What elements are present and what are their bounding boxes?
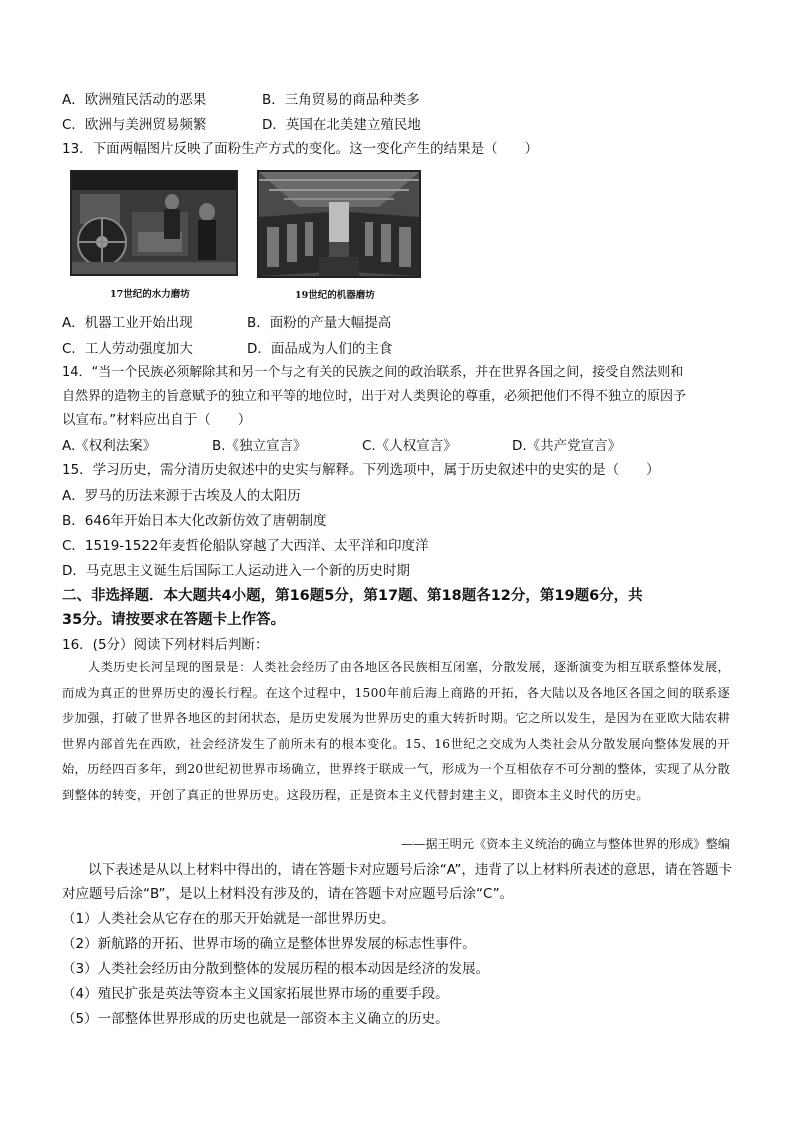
q16-source: ——据王明元《资本主义统治的确立与整体世界的形成》整编: [400, 837, 730, 851]
q15-option-b: B．646年开始日本大化改新仿效了唐朝制度: [62, 513, 327, 529]
q16-statement-4: （4）殖民扩张是英法等资本主义国家拓展世界市场的重要手段。: [62, 986, 449, 1002]
q15-option-c: C．1519-1522年麦哲伦船队穿越了大西洋、太平洋和印度洋: [62, 538, 429, 554]
machine-mill-illustration: [259, 172, 419, 276]
section-2-heading-line-1: 二、非选择题．本大题共4小题，第16题5分，第17题、第18题各12分，第19题6分，共: [62, 588, 643, 604]
q12-option-a: A．欧洲殖民活动的恶果: [62, 92, 207, 108]
q16-instruction: 以下表述是从以上材料中得出的，请在答题卡对应题号后涂“A”，违背了以上材料所表述的意思，请在答题卡对应题号后涂“B”，是以上材料没有涉及的，请在答题卡对应题号后涂“C”。: [62, 862, 732, 902]
q13-option-d: D．面品成为人们的主食: [247, 341, 393, 357]
q16-statement-3: （3）人类社会经历由分散到整体的发展历程的根本动因是经济的发展。: [62, 961, 490, 977]
machine-mill-image: [257, 170, 421, 278]
q14-option-d: D.《共产党宣言》: [512, 438, 622, 454]
q14-option-c: C.《人权宣言》: [362, 438, 457, 454]
q12-option-b: B．三角贸易的商品种类多: [262, 92, 420, 108]
q14-stem-line-1: 14．“当一个民族必须解除其和另一个与之有关的民族之间的政治联系，并在世界各国之间，接受自然法则和: [62, 365, 684, 380]
q16-statement-2: （2）新航路的开拓、世界市场的确立是整体世界发展的标志性事件。: [62, 936, 476, 952]
q14-stem-line-3: 以宣布。”材料应出自于（ ）: [62, 412, 252, 428]
water-mill-image: [70, 170, 238, 276]
q14-option-a: A.《权利法案》: [62, 438, 157, 454]
q14-option-b: B.《独立宣言》: [212, 438, 307, 454]
q13-option-c: C．工人劳动强度加大: [62, 341, 193, 357]
q12-option-d: D．英国在北美建立殖民地: [262, 117, 421, 133]
q15-option-d: D．马克思主义诞生后国际工人运动进入一个新的历史时期: [62, 563, 410, 579]
q13-option-a: A．机器工业开始出现: [62, 315, 193, 331]
q14-stem-line-2: 自然界的造物主的旨意赋予的独立和平等的地位时，出于对人类舆论的尊重，必须把他们不得不独立的原因予: [62, 389, 687, 404]
machine-mill-caption: 19世纪的机器磨坊: [295, 290, 375, 301]
q15-stem: 15．学习历史，需分清历史叙述中的史实与解释。下列选项中，属于历史叙述中的史实的是（ ）: [62, 462, 660, 478]
section-2-heading-line-2: 35分。请按要求在答题卡上作答。: [62, 612, 286, 628]
q16-material: 人类历史长河呈现的图景是：人类社会经历了由各地区各民族相互闭塞，分散发展，逐渐演变为相互联系整体发展，而成为真正的世界历史的漫长行程。在这个过程中，1500年前后海上商路的开拓，各大陆以及各地区各国之间的联系逐步加强，打破了世界各地区的封闭状态，是历史发展为世界历史的重大转折时期。它之所以发生，是因为在亚欧大陆农耕世界内部首先在西欧，社会经济发生了前所未有的根本变化。15、16世纪之交成为人类社会从分散发展向整体发展的开始，历经四百多年，到20世纪初世界市场确立，世界终于联成一气，形成为一个互相依存不可分割的整体，实现了从分散到整体的转变，开创了真正的世界历史。这段历程，正是资本主义代替封建主义，即资本主义时代的历史。: [62, 660, 730, 802]
q16-stem: 16．(5分）阅读下列材料后判断：: [62, 637, 269, 653]
q13-stem: 13．下面两幅图片反映了面粉生产方式的变化。这一变化产生的结果是（ ）: [62, 141, 539, 157]
q12-option-c: C．欧洲与美洲贸易频繁: [62, 117, 207, 133]
water-mill-illustration: [72, 172, 236, 274]
water-mill-caption: 17世纪的水力磨坊: [110, 289, 190, 300]
q13-option-b: B．面粉的产量大幅提高: [247, 315, 392, 331]
q15-option-a: A．罗马的历法来源于古埃及人的太阳历: [62, 488, 301, 504]
q16-statement-1: （1）人类社会从它存在的那天开始就是一部世界历史。: [62, 911, 395, 927]
q16-statement-5: （5）一部整体世界形成的历史也就是一部资本主义确立的历史。: [62, 1011, 449, 1027]
